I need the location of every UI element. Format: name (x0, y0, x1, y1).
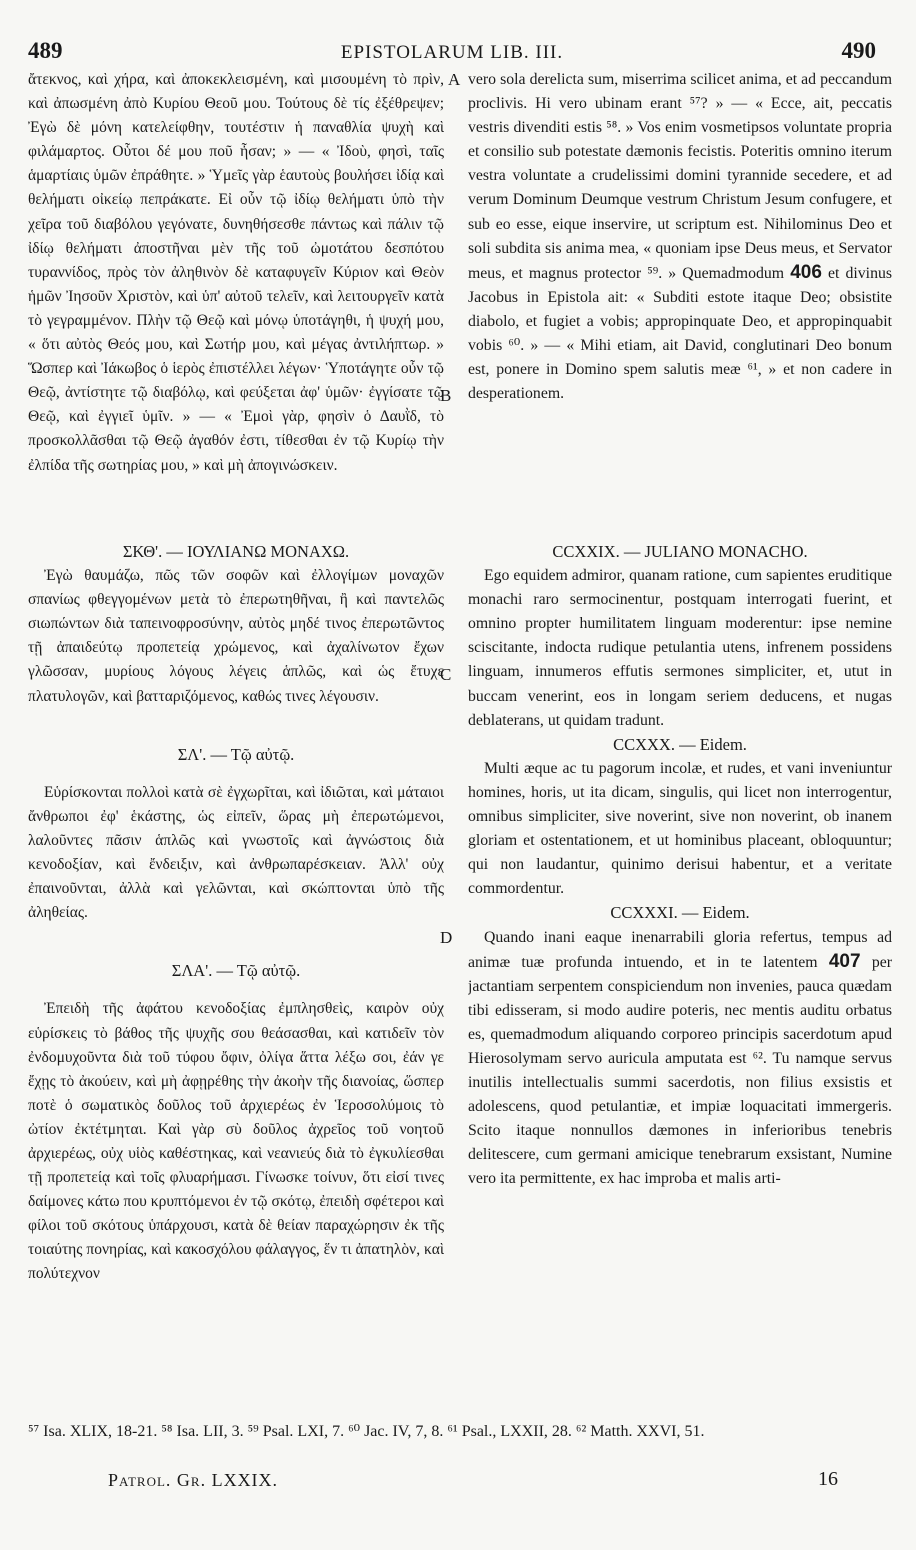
latin-letter-231-heading: CCXXXI. — Eidem. (610, 903, 750, 923)
page-number-right: 490 (841, 38, 876, 63)
latin-letter-229-text: Ego equidem admiror, quanam ratione, cum sapientes eruditique monachi raro sermocinentur, postquam interrogati fuerint, et omnino propter humilitatem linguam moderentur: ipse nemine sciscitante, indocta rudique petulantia utens, infrenem possidens linguam, innumeros effutis sermones simpliciter, et, utut in buccam venerint, eos in longam seriem deducens, et nugas deblaterans, ut quidam tradunt. (468, 567, 892, 729)
margin-letter-c: C (440, 665, 452, 684)
latin-continuation-a: vero sola derelicta sum, miserrima scilicet anima, et ad peccandum proclivis. Hi vero ubinam erant ⁵⁷? » — « Ecce, ait, peccatis vestris divenditi estis ⁵⁸. » Vos enim vosmetipsos voluntate propria et consilio sub potestate dæmonis fecistis. Poteritis omnino iterum vestra voluntate a crudelissimi domini tyrannide secedere, et ad verum Dominum Deumque vestrum Christum Jesum confugere, et sub eo esse, eique inservire, ut scriptum est. Nihilominus Deo et soli subdita sis anima mea, « quoniam ipse Deus meus, et Servator meus, et magnus protector ⁵⁹. » Quemadmodum (468, 71, 892, 282)
page-header (28, 38, 876, 68)
latin-letter-230-text: Multi æque ac tu pagorum incolæ, et rudes, et vani inveniuntur homines, horis, ut ita dicam, singulis, qui licet non interrogentur, omnibus simpliciter, sive noverint, sive non noverint, ob inanem gloriam et ostentationem, et ut hominibus placeant, obloquuntur; qui non laudantur, quinimo derisui habentur, et a veritate commordentur. (468, 759, 892, 898)
greek-letter-231-heading: ΣΛΑ'. — Τῷ αὐτῷ. (171, 961, 301, 981)
column-number-406: 406 (790, 261, 822, 283)
latin-continuation-b: et divinus Jacobus in Epistola ait: « Subditi estote itaque Deo; obsistite diabolo, et fugiet a vobis; appropinquate Deo, et appropinquabit vobis ⁶⁰. » — « Mihi etiam, ait David, conglutinari Deo bonum est, ponere in Domino spem salutis meæ ⁶¹, » et non cadere in desperationem. (468, 264, 892, 403)
greek-letter-230-text: Εὑρίσκονται πολλοὶ κατὰ σὲ ἐγχωρῖται, καὶ ἰδιῶται, καὶ μάταιοι ἄνθρωποι ἐφ' ἑκάστης, ὡς εἰπεῖν, ὥρας μὴ ἐπερωτώμενοι, λαλοῦντες πᾶσιν ἁπλῶς καὶ γνωστοῖς καὶ ἀγνώστοις διὰ κενοδοξίαν, καὶ ἔνδειξιν, καὶ ἀνθρωπαρέσκειαν. Ἀλλ' οὐχ ἐπαινοῦνται, ἀλλὰ καὶ γελῶνται, καὶ σκώπτονται ὑπὸ τῆς ἀληθείας. (28, 783, 444, 922)
greek-continuation-text: ἄτεκνος, καὶ χήρα, καὶ ἀποκεκλεισμένη, καὶ μισουμένη τὸ πρὶν, καὶ ἀπωσμένη ἀπὸ Κυρίου Θεοῦ μου. Τούτους δὲ τίς ἐξέθρεψεν; Ἐγὼ δὲ μόνη κατελείφθην, τουτέστιν ἡ παναθλία ψυχὴ καὶ φιλάμαρτος. Οὗτοι δέ μου ποῦ ἦσαν; » — « Ἰδοὺ, φησὶ, ταῖς ἁμαρτίαις ὑμῶν ἐπράθητε. » Ὑμεῖς γὰρ ἑαυτοὺς βουλήσει ἰδίᾳ καὶ θελήματι οἰκείῳ πεπράκατε. Εἰ οὖν τῷ ἰδίῳ θελήματι ὑπὸ τὴν χεῖρα τοῦ διαβόλου γεγόνατε, δυνηθήσεσθε πάντως καὶ πάλιν τῷ ἰδίῳ θελήματι ἀποστῆναι μὲν τῆς τοῦ ὠμοτάτου δεσπότου τυραννίδος, πρὸς τὸν ἀληθινὸν δὲ καταφυγεῖν Κύριον καὶ Θεὸν ἡμῶν Ἰησοῦν Χριστὸν, καὶ ὑπ' αὐτοῦ τελεῖν, καὶ λειτουργεῖν κατὰ τὸ γεγραμμένον. Πλὴν τῷ Θεῷ καὶ μόνῳ ὑποτάγηθι, ἡ ψυχή μου, « ὅτι αὐτὸς Θεός μου, καὶ Σωτήρ μου, καὶ μέγας ἀντιλήπτωρ. » Ὥσπερ καὶ Ἰάκωβος ὁ ἱερὸς ἐπιστέλλει λέγων· Ὑποτάγητε οὖν τῷ Θεῷ, ἀντίστητε τῷ διαβόλῳ, καὶ φεύξεται ἀφ' ὑμῶν· ἐγγίσατε τῷ Θεῷ, καὶ ἐγγιεῖ ὑμῖν. » — « Ἐμοὶ γὰρ, φησὶν ὁ Δαυῒδ, τὸ προσκολλᾶσθαι τῷ Θεῷ ἀγαθόν ἐστι, τίθεσθαι ἐν τῷ Κυρίῳ τὴν ἐλπίδα τῆς σωτηρίας μου, » καὶ μὴ ἀπογινώσκειν. (28, 71, 444, 474)
margin-letter-a: A (448, 70, 461, 89)
margin-letter-b: B (440, 386, 452, 405)
greek-letters-column (28, 540, 444, 1408)
latin-letter-230-heading: CCXXX. — Eidem. (613, 734, 747, 754)
footer-signature-text: Patrol. Gr. LXXIX. (108, 1470, 279, 1490)
page-number-left: 489 (28, 38, 63, 63)
margin-letter-d: D (440, 928, 453, 947)
greek-letter-231-text: Ἐπειδὴ τῆς ἀφάτου κενοδοξίας ἐμπλησθεὶς, καιρὸν οὐχ εὑρίσκεις τὸ βάθος τῆς ψυχῆς σου θεάσασθαι, καὶ κατιδεῖν τὸν ἐνδομυχοῦντα διὰ τοῦ τύφου ὄφιν, ὀλίγα ἅττα λέξω σοι, ἐάν γε ἔχῃς τὸ ἀκούειν, καὶ μὴ ἀφῃρέθης τὴν ἀκοὴν τῆς διανοίας, ὥσπερ ποτὲ ὁ σωματικὸς δοῦλος τοῦ ἀρχιερέως ἐν Ἱεροσολύμοις τὸ ὠτίον ἐκτέτμηται. Καὶ γὰρ σὺ δοῦλος ἀχρεῖος τοῦ νοητοῦ ἀρχιερέως, οὐχ υἱὸς καθέστηκας, καὶ νεανιεύς διὰ τὸ ἐγκυλίεσθαι τῇ προπετείᾳ καὶ τοῖς φλυαρήμασι. Γίνωσκε τοίνυν, ὅτι εἰσί τινες δαίμονες κάτω που κρυπτόμενοι ἐν τῷ σκότῳ, ἐπειδὴ σφέτεροι καὶ φίλοι τοῦ σκότους ὑπάρχουσι, κατὰ δὲ θείαν παραχώρησιν ἐκ τῆς τοιαύτης πονηρίας, καὶ κακοσχόλου φάλαγγος, ἕν τι ἀπατηλὸν, καὶ πολύτεχνον (28, 1000, 444, 1283)
footer-sheet-number: 16 (818, 1468, 838, 1490)
greek-letter-229-text: Ἐγὼ θαυμάζω, πῶς τῶν σοφῶν καὶ ἐλλογίμων μοναχῶν σπανίως φθεγγομένων μετὰ τὸ ἐπερωτηθῆναι, ἢ καὶ παντελῶς σιωπώντων διὰ ταπεινοφροσύνην, αὐτὸς μηδέ τινος ἐπερωτῶντος τῇ ἀπαιδεύτῳ προπετείᾳ χρώμενος, καὶ ἀχαλίνωτον ἔχων γλῶσσαν, μυρίους λόγους λέγεις ἁπλῶς, καὶ ὡς ἔτυχε πλατυλογῶν, καὶ βατταριζόμενος, καθώς τινες λέγουσιν. (28, 567, 444, 705)
latin-continuation-text (468, 68, 892, 406)
latin-letter-231-text (468, 926, 892, 1192)
latin-letter-229-heading: CCXXIX. — JULIANO MONACHO. (552, 542, 808, 561)
latin-letter-231-text-b: per jactantiam serpentem conspiciendum non invenies, pauca quædam tibi edisseram, si modo audire poteris, nec mentis auditu orbatus es, quemadmodum aliquando corporeo principis sacerdotum apud Hierosolymam servo auricula amputata est ⁶². Tu namque servus inutilis intellectualis summi sacerdotis, non filius exsistis et adolescens, quod petulantiæ, et impiæ loquacitati immergeris. Scito itaque nonnullos dæmones in inferioribus tenebris delitescere, cum germani amicique tenebrarum exsistant, Numine vero ita permittente, ex hac improba et malis arti- (468, 953, 892, 1188)
column-number-407: 407 (828, 950, 861, 972)
latin-letter-231-text-a: Quando inani eaque inenarrabili gloria refertus, tempus ad animæ tuæ profunda intuendo, et in te latentem (468, 928, 892, 971)
greek-letter-229-heading: ΣΚΘ'. — ΙΟΥΛΙΑΝΩ ΜΟΝΑΧΩ. (122, 542, 350, 561)
greek-column (28, 68, 444, 486)
footnotes: ⁵⁷ Isa. XLIX, 18-21. ⁵⁸ Isa. LII, 3. ⁵⁹ Psal. LXI, 7. ⁶⁰ Jac. IV, 7, 8. ⁶¹ Psal., LXXII, 28. ⁶² Matth. XXVI, 51. (28, 1423, 705, 1440)
latin-letters-column (468, 540, 892, 1408)
greek-letter-230-heading: ΣΛ'. — Τῷ αὐτῷ. (177, 744, 295, 764)
running-title: EPISTOLARUM LIB. III. (340, 42, 564, 63)
latin-column (468, 68, 892, 486)
footer-signature (108, 1470, 278, 1491)
